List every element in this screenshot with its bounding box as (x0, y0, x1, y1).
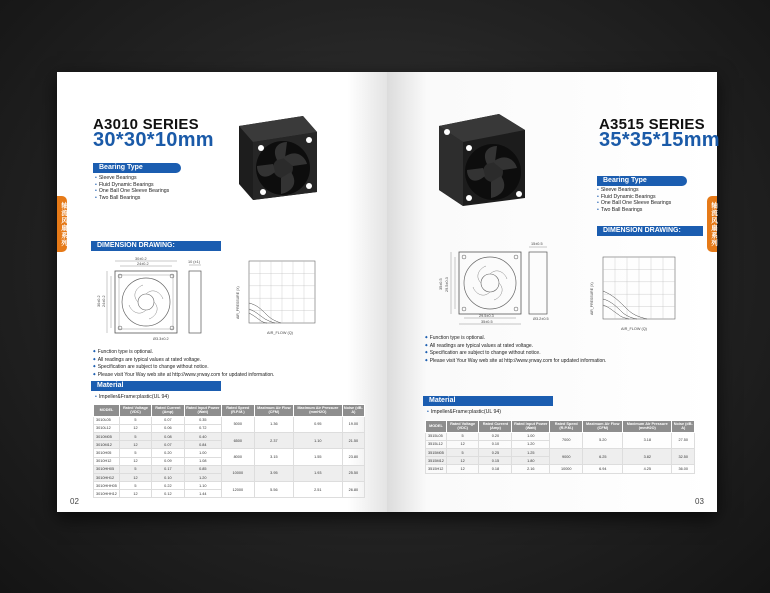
cell-model: 3010M05 (94, 432, 120, 440)
th-pressure: Maximum Air Pressure (mmH2O) (623, 421, 672, 433)
cell-model: 3010HHH12 (94, 490, 120, 498)
cell-voltage: 5 (119, 465, 151, 473)
cell-speed: 12000 (221, 482, 254, 498)
fan-product-image (225, 112, 321, 202)
cell-pressure: 4.25 (623, 465, 672, 473)
cell-pressure: 1.93 (294, 465, 343, 481)
cell-voltage: 12 (446, 465, 479, 473)
note-item: ◆ Specification are subject to change without notice. (93, 363, 274, 371)
cell-model: 3010H05 (94, 449, 120, 457)
th-current: Rated Current (Amp) (152, 405, 185, 417)
size-title: 35*35*15mm (599, 129, 720, 151)
bearing-item: • Two Ball Bearings (95, 195, 169, 202)
cell-current: 0.07 (152, 416, 185, 424)
cell-power: 0.35 (184, 416, 221, 424)
series-side-tab: 轴流风扇系列 (707, 196, 717, 252)
bearing-type-header: Bearing Type (597, 176, 687, 186)
dim-width-inner: 29.5±0.3 (479, 314, 494, 318)
cell-noise: 23.80 (342, 449, 364, 465)
note-item: ◆ Please visit Your Way web site at http://www.yrway.com for updated information. (93, 371, 274, 379)
cell-speed: 5000 (221, 416, 254, 432)
th-airflow: Maximum Air Flow (CFM) (254, 405, 293, 417)
cell-current: 0.10 (152, 473, 185, 481)
th-model: MODEL (426, 421, 447, 433)
note-item: ◆ Specification are subject to change without notice. (425, 349, 606, 357)
table-row (94, 416, 365, 424)
cell-current: 0.20 (152, 449, 185, 457)
note-item: ◆ Function type is optional. (425, 334, 606, 342)
cell-voltage: 12 (119, 490, 151, 498)
bearing-type-header: Bearing Type (93, 163, 181, 173)
cell-voltage: 5 (119, 432, 151, 440)
dim-height-inner: 29.5±0.3 (445, 277, 449, 292)
table-row (94, 432, 365, 440)
performance-curve-chart (237, 259, 327, 341)
cell-power: 1.44 (184, 490, 221, 498)
dim-depth: 10 (±1) (188, 260, 201, 264)
cell-power: 0.84 (184, 441, 221, 449)
material-text: • Impeller&Frame:plastic(UL 94) (95, 394, 169, 400)
cell-pressure: 2.51 (294, 482, 343, 498)
cell-current: 0.10 (479, 440, 512, 448)
dimension-drawing-header: DIMENSION DRAWING: (91, 241, 221, 251)
chart-x-label: AIR_FLOW (Q) (621, 327, 647, 331)
cell-model: 3010M12 (94, 441, 120, 449)
cell-noise: 25.50 (342, 465, 364, 481)
dim-depth: 15±0.5 (531, 242, 543, 246)
note-item: ◆ All readings are typical values at rated voltage. (425, 342, 606, 350)
cell-speed: 9000 (550, 448, 583, 464)
material-text: • Impeller&Frame:plastic(UL 94) (427, 409, 501, 415)
cell-voltage: 5 (119, 482, 151, 490)
material-header: Material (423, 396, 553, 406)
spec-table (425, 420, 695, 474)
chart-x-label: AIR_FLOW (Q) (267, 331, 293, 335)
th-voltage: Rated Voltage (VDC) (446, 421, 479, 433)
th-power: Rated Input Power (Watt) (512, 421, 550, 433)
cell-current: 0.08 (152, 432, 185, 440)
dim-hole: Ø3.2±0.5 (533, 317, 549, 321)
dim-height-outer: 30±0.2 (97, 295, 101, 307)
notes-list (93, 348, 274, 378)
chart-y-label: AIR_PRESSURE (X) (590, 282, 594, 315)
cell-model: 3010HH05 (94, 465, 120, 473)
dim-width-outer: 35±0.5 (481, 320, 493, 324)
cell-power: 1.00 (184, 449, 221, 457)
series-title: A3515 SERIES (599, 116, 705, 133)
table-row (426, 448, 695, 456)
dimension-drawing (433, 240, 583, 328)
cell-model: 3010H12 (94, 457, 120, 465)
cell-voltage: 5 (119, 449, 151, 457)
th-model: MODEL (94, 405, 120, 417)
dim-width-inner: 24±0.2 (137, 262, 149, 266)
cell-voltage: 12 (446, 457, 479, 465)
dim-height-inner: 24±0.2 (102, 295, 106, 307)
page-number: 02 (70, 497, 79, 506)
cell-airflow: 2.37 (254, 432, 293, 448)
cell-current: 0.25 (479, 448, 512, 456)
dim-height-outer: 35±0.5 (439, 278, 443, 290)
dimension-drawing-header: DIMENSION DRAWING: (597, 226, 703, 236)
cell-current: 0.20 (479, 432, 512, 440)
cell-pressure: 1.55 (294, 449, 343, 465)
brochure-spread (57, 72, 720, 512)
dimension-drawing (95, 255, 215, 341)
bearing-item: • Sleeve Bearings (95, 175, 169, 182)
performance-curve-chart (591, 255, 687, 337)
th-noise: Noise (dB-A) (343, 406, 363, 415)
cell-airflow: 1.36 (254, 416, 293, 432)
cell-power: 1.20 (512, 440, 550, 448)
right-page (387, 72, 720, 512)
cell-power: 2.16 (512, 465, 550, 473)
cell-airflow: 5.56 (254, 482, 293, 498)
cell-model: 3515L12 (426, 440, 447, 448)
note-item: ◆ Function type is optional. (93, 348, 274, 356)
cell-noise: 21.50 (342, 432, 364, 448)
cell-model: 3515H12 (426, 465, 447, 473)
cell-current: 0.12 (152, 490, 185, 498)
cell-noise: 19.00 (342, 416, 364, 432)
table-row (94, 482, 365, 490)
series-side-tab: 轴流风扇系列 (57, 196, 67, 252)
cell-model: 3010L05 (94, 416, 120, 424)
cell-model: 3515M05 (426, 448, 447, 456)
cell-voltage: 5 (119, 416, 151, 424)
th-pressure: Maximum Air Pressure (mmH2O) (294, 405, 343, 417)
notes-list (425, 334, 606, 364)
table-row (94, 465, 365, 473)
cell-power: 1.80 (512, 457, 550, 465)
cell-power: 1.08 (184, 457, 221, 465)
cell-speed: 10000 (550, 465, 583, 473)
cell-pressure: 3.82 (623, 448, 672, 464)
cell-power: 0.85 (184, 465, 221, 473)
cell-speed: 10000 (221, 465, 254, 481)
table-row (426, 465, 695, 473)
bearing-item: • One Ball One Sleeve Bearings (95, 188, 169, 195)
cell-current: 0.17 (152, 465, 185, 473)
dim-hole: Ø3.3±0.2 (153, 337, 169, 341)
material-header: Material (91, 381, 221, 391)
cell-current: 0.07 (152, 441, 185, 449)
cell-noise: 26.80 (342, 482, 364, 498)
cell-airflow: 3.95 (254, 465, 293, 481)
note-item: ◆ Please visit Your Way web site at http://www.yrway.com for updated information. (425, 357, 606, 365)
cell-power: 1.10 (184, 482, 221, 490)
cell-current: 0.18 (479, 465, 512, 473)
bearing-item: • Fluid Dynamic Bearings (597, 194, 671, 201)
th-speed: Rated Speed (R.P.M.) (550, 421, 583, 433)
bearing-list (95, 175, 169, 201)
cell-speed: 8000 (221, 449, 254, 465)
cell-power: 1.25 (512, 448, 550, 456)
cell-power: 1.20 (184, 473, 221, 481)
cell-pressure: 1.10 (294, 432, 343, 448)
note-item: ◆ All readings are typical values at rated voltage. (93, 356, 274, 364)
cell-current: 0.22 (152, 482, 185, 490)
bearing-item: • One Ball One Sleeve Bearings (597, 200, 671, 207)
cell-model: 3010L12 (94, 424, 120, 432)
bearing-item: • Sleeve Bearings (597, 187, 671, 194)
th-speed: Rated Speed (R.P.M.) (221, 405, 254, 417)
cell-power: 1.00 (512, 432, 550, 440)
series-title: A3010 SERIES (93, 116, 199, 133)
left-page (57, 72, 387, 512)
cell-noise: 27.50 (672, 432, 695, 448)
cell-voltage: 5 (446, 448, 479, 456)
dim-width-outer: 30±0.2 (135, 257, 147, 261)
size-title: 30*30*10mm (93, 129, 214, 151)
bearing-item: • Two Ball Bearings (597, 207, 671, 214)
cell-voltage: 5 (446, 432, 479, 440)
cell-model: 3010HH12 (94, 473, 120, 481)
cell-current: 0.09 (152, 457, 185, 465)
cell-model: 3515L05 (426, 432, 447, 440)
bearing-item: • Fluid Dynamic Bearings (95, 182, 169, 189)
cell-voltage: 12 (446, 440, 479, 448)
cell-airflow: 6.94 (583, 465, 623, 473)
cell-voltage: 12 (119, 424, 151, 432)
cell-voltage: 12 (119, 441, 151, 449)
cell-pressure: 3.18 (623, 432, 672, 448)
cell-voltage: 12 (119, 473, 151, 481)
th-power: Rated Input Power (Watt) (186, 406, 220, 415)
th-current: Rated Current (Amp) (479, 421, 512, 433)
page-number: 03 (695, 497, 704, 506)
cell-model: 3515M12 (426, 457, 447, 465)
th-voltage: Rated Voltage (VDC) (119, 405, 151, 417)
cell-speed: 7000 (550, 432, 583, 448)
table-row (426, 432, 695, 440)
cell-power: 0.72 (184, 424, 221, 432)
spec-table (93, 404, 365, 498)
chart-y-label: AIR_PRESSURE (X) (236, 286, 240, 319)
th-airflow: Maximum Air Flow (CFM) (583, 421, 623, 433)
cell-noise: 36.00 (672, 465, 695, 473)
cell-speed: 6500 (221, 432, 254, 448)
cell-power: 0.40 (184, 432, 221, 440)
cell-voltage: 12 (119, 457, 151, 465)
fan-product-image (429, 112, 529, 208)
th-noise: Noise (dB-A) (673, 422, 693, 431)
cell-airflow: 6.25 (583, 448, 623, 464)
bearing-list (597, 187, 671, 213)
cell-model: 3010HHH05 (94, 482, 120, 490)
cell-current: 0.06 (152, 424, 185, 432)
table-row (94, 449, 365, 457)
cell-airflow: 3.15 (254, 449, 293, 465)
cell-pressure: 0.95 (294, 416, 343, 432)
cell-airflow: 5.20 (583, 432, 623, 448)
cell-current: 0.15 (479, 457, 512, 465)
cell-noise: 32.50 (672, 448, 695, 464)
